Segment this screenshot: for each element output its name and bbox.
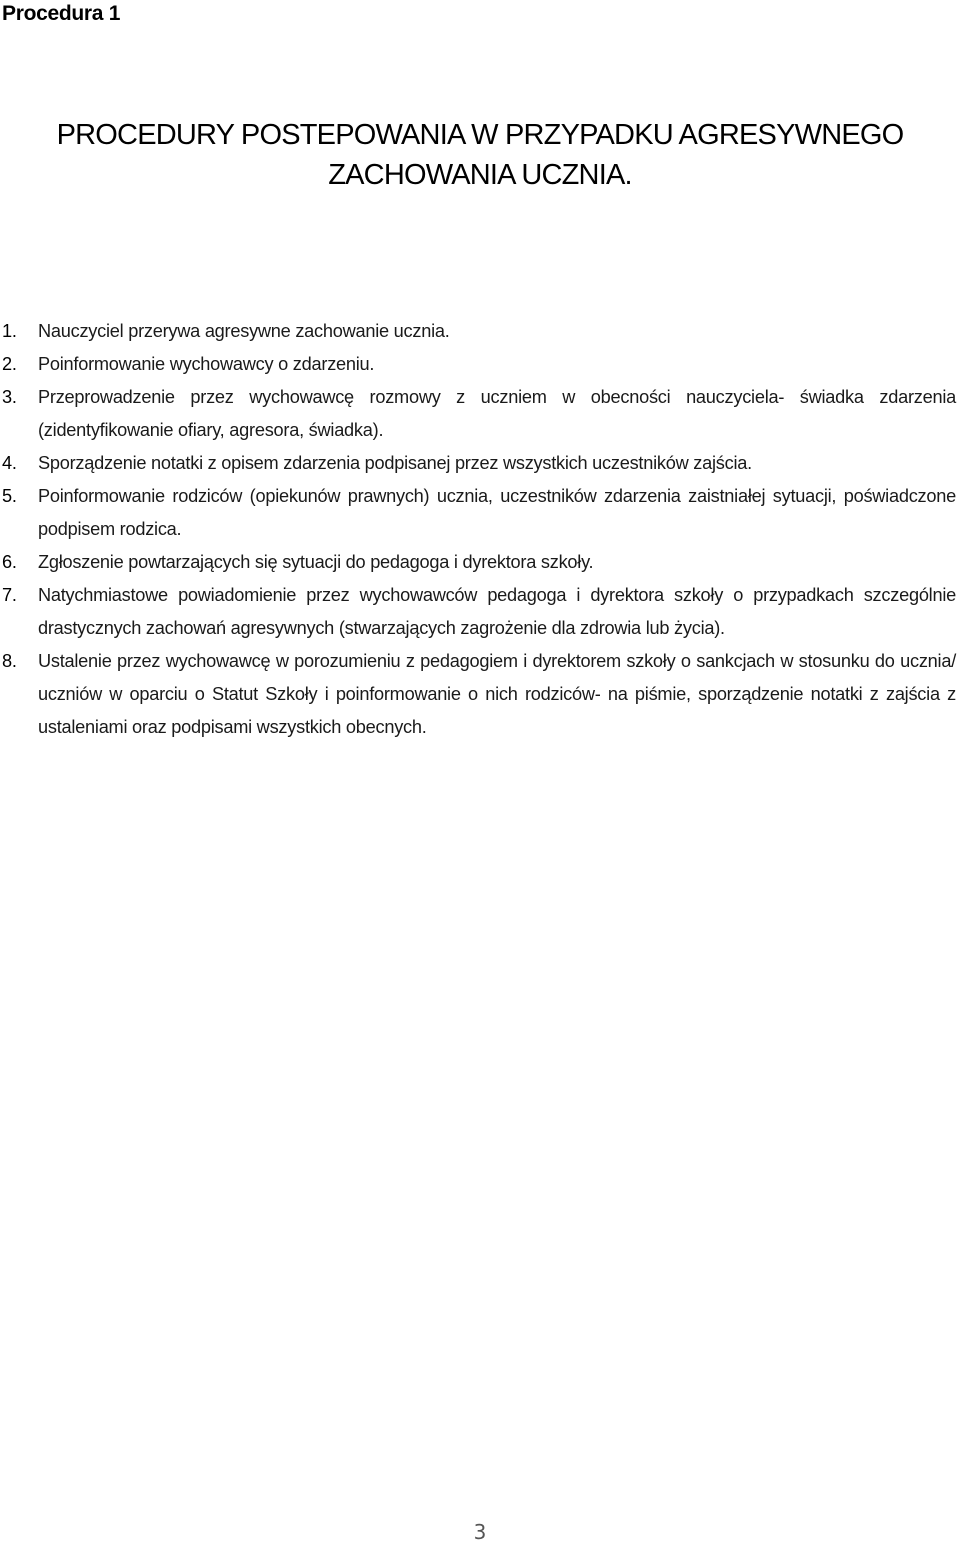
step-text: Zgłoszenie powtarzających się sytuacji do pedagoga i dyrektora szkoły. [38,552,594,572]
step-number: 2. [2,354,17,374]
document-title-line-1: PROCEDURY POSTEPOWANIA W PRZYPADKU AGRESYWNEGO [56,119,904,151]
step-text: Poinformowanie rodziców (opiekunów prawnych) ucznia, uczestników zdarzenia zaistniałej sytuacji, poświadczone podpisem rodzica. [38,486,956,539]
step-text: Nauczyciel przerywa agresywne zachowanie ucznia. [38,321,450,341]
step-number: 3. [2,387,17,407]
step-text: Poinformowanie wychowawcy o zdarzeniu. [38,354,375,374]
procedure-list [2,315,956,744]
document-title [0,115,960,195]
procedure-step-2 [2,348,956,381]
step-text: Sporządzenie notatki z opisem zdarzenia podpisanej przez wszystkich uczestników zajścia. [38,453,752,473]
procedure-step-8 [2,645,956,744]
procedure-step-7 [2,579,956,645]
step-text: Ustalenie przez wychowawcę w porozumieniu z pedagogiem i dyrektorem szkoły o sankcjach w stosunku do ucznia/ uczniów w oparciu o Statut Szkoły i poinformowanie o nich rodziców- na piśmie, sporządzenie notatki z zajścia z ustaleniami oraz podpisami wszystkich obecnych. [38,651,956,737]
step-number: 1. [2,321,17,341]
page-number: 3 [473,1520,487,1544]
step-text: Przeprowadzenie przez wychowawcę rozmowy z uczniem w obecności nauczyciela- świadka zdarzenia (zidentyfikowanie ofiary, agresora, świadka). [38,387,956,440]
step-number: 4. [2,453,17,473]
procedure-step-5 [2,480,956,546]
document-title-line-2: ZACHOWANIA UCZNIA. [328,159,632,191]
step-number: 5. [2,486,17,506]
step-number: 7. [2,585,17,605]
procedure-step-3 [2,381,956,447]
procedure-step-4 [2,447,956,480]
step-number: 8. [2,651,17,671]
step-number: 6. [2,552,17,572]
step-text: Natychmiastowe powiadomienie przez wychowawców pedagoga i dyrektora szkoły o przypadkach szczególnie drastycznych zachowań agresywnych (stwarzających zagrożenie dla zdrowia lub życia). [38,585,956,638]
procedure-label: Procedura 1 [2,2,121,25]
procedure-step-6 [2,546,956,579]
procedure-step-1 [2,315,956,348]
